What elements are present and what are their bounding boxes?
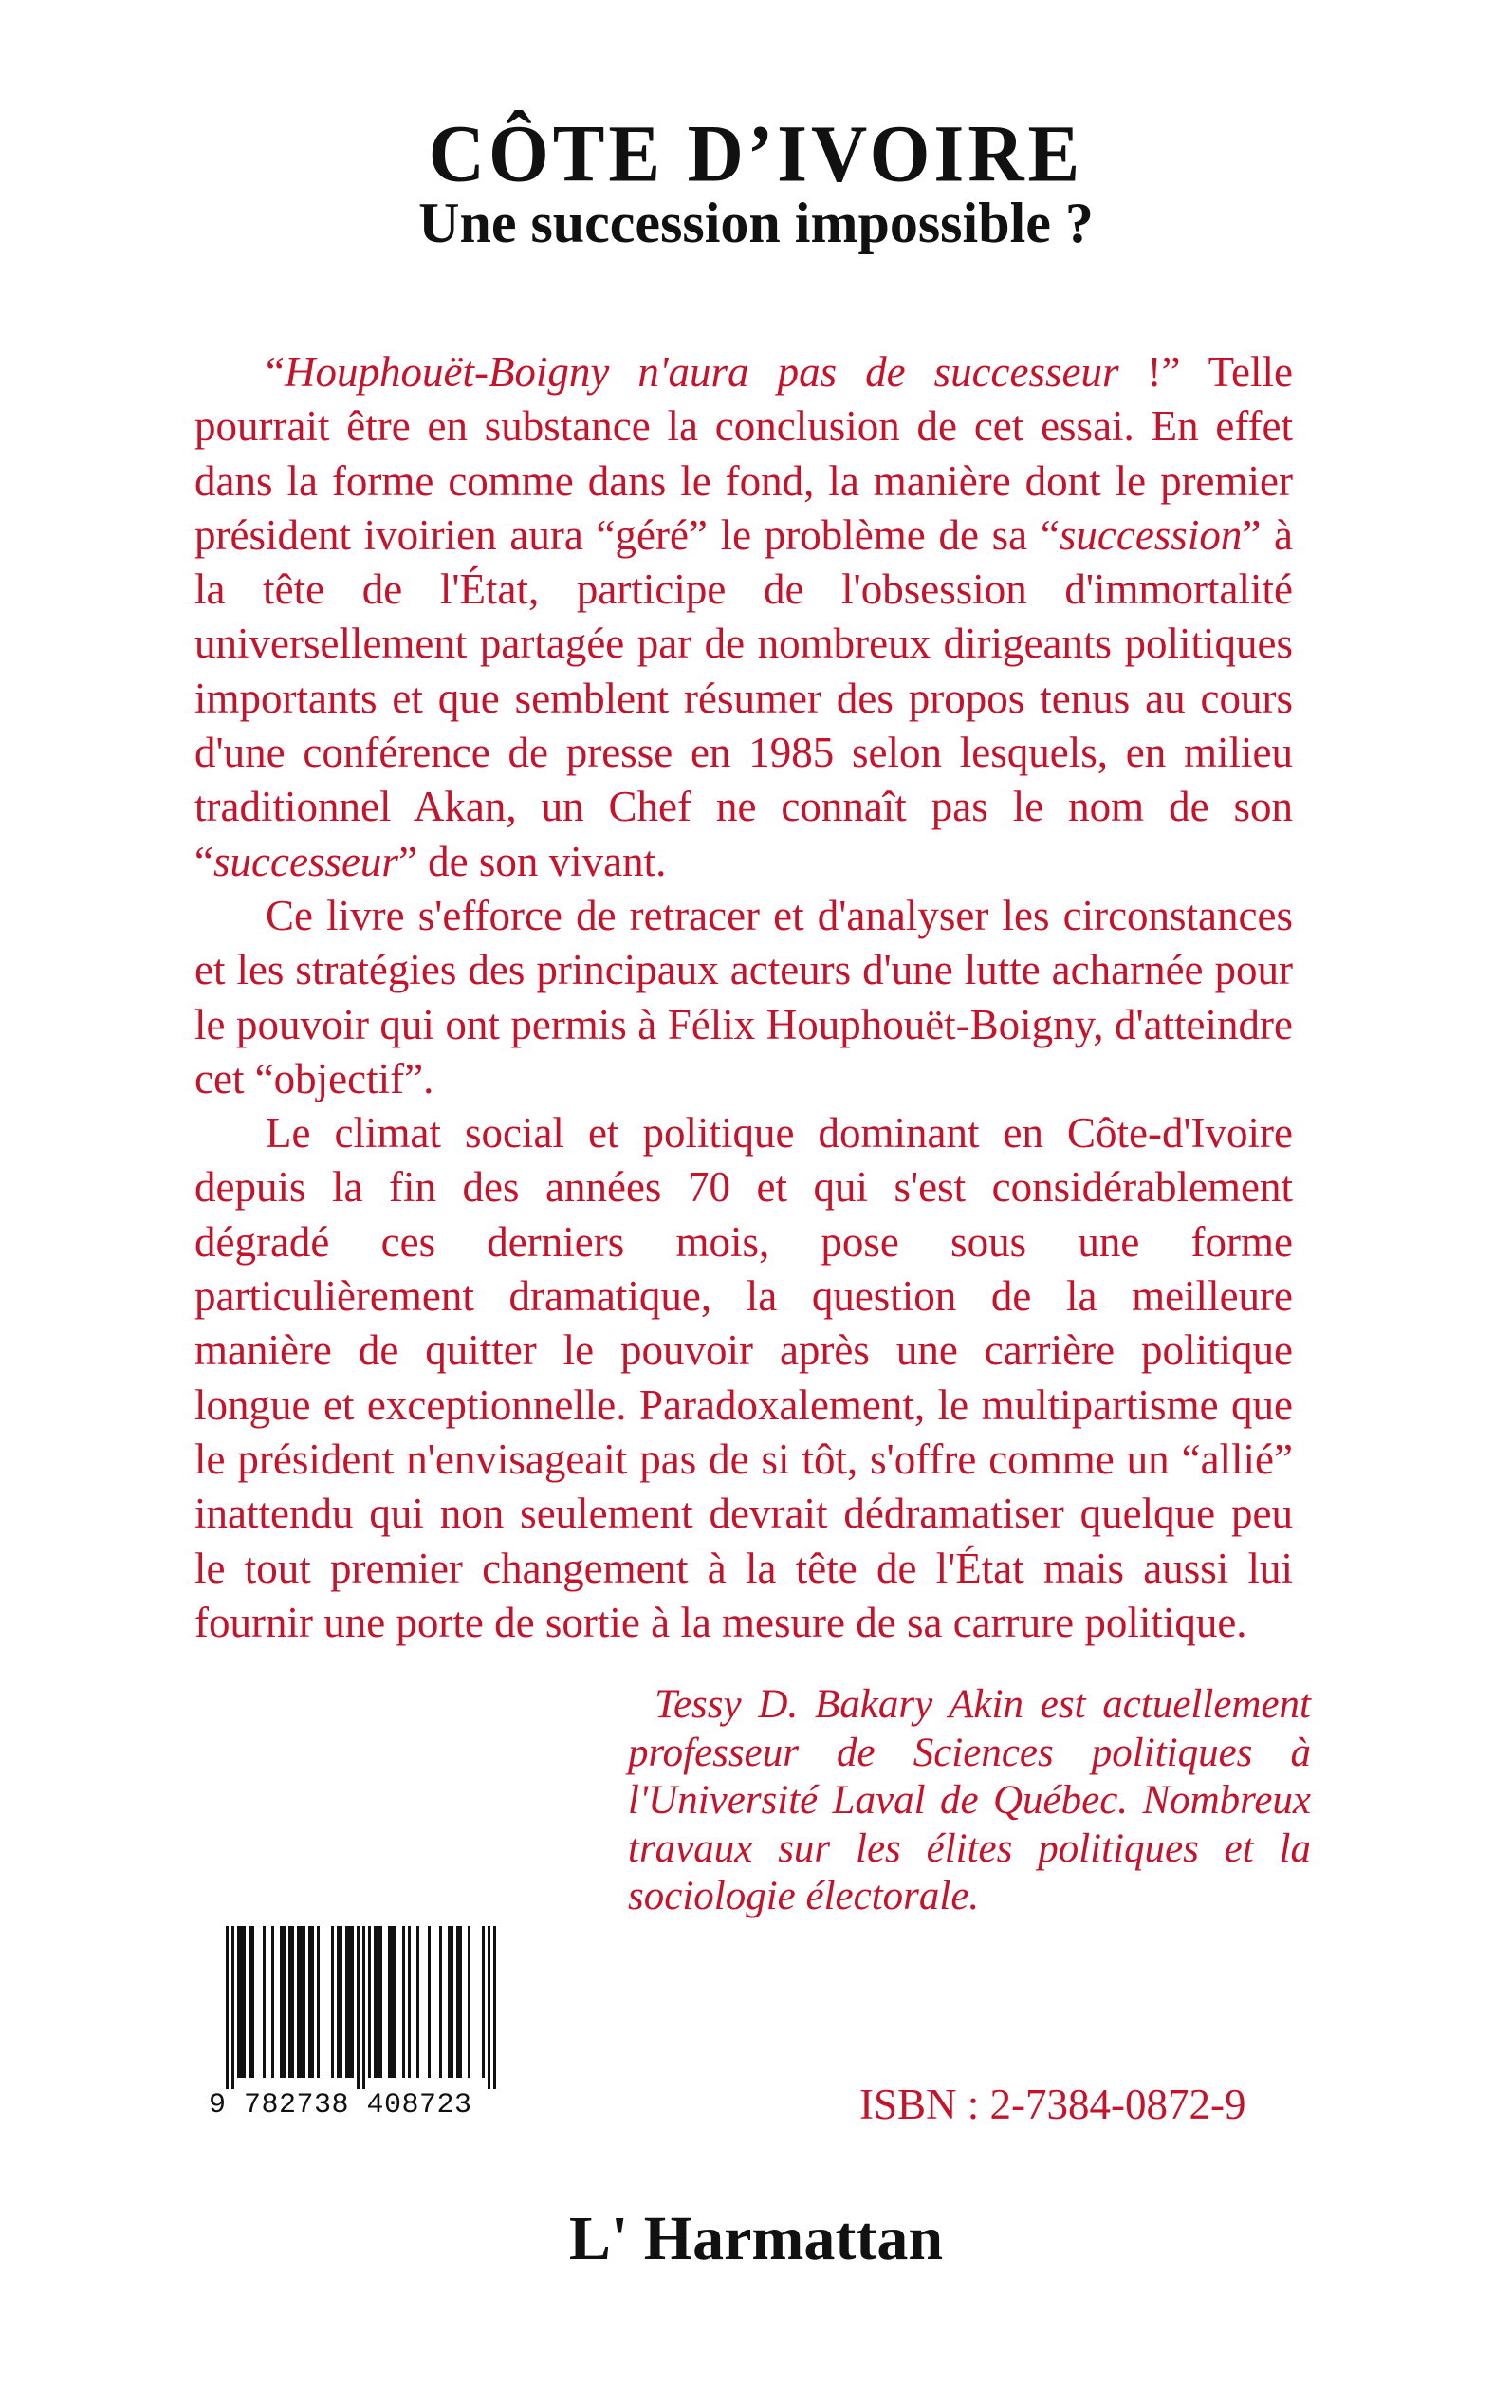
barcode-bar <box>288 1926 291 2078</box>
barcode-digits: 9 782738 408723 <box>209 2089 472 2121</box>
barcode-bar <box>416 1926 419 2078</box>
barcode-bar <box>283 1926 286 2078</box>
barcode-bar <box>351 1926 354 2078</box>
barcode-bar <box>263 1926 266 2078</box>
barcode-bar <box>337 1926 340 2078</box>
barcode-bar <box>391 1926 394 2078</box>
barcode-bar <box>331 1926 334 2078</box>
barcode-bar <box>439 1926 442 2078</box>
barcode-bar <box>388 1926 391 2078</box>
barcode-bar <box>231 1926 234 2089</box>
barcode-bar <box>271 1926 274 2078</box>
barcode-bar <box>448 1926 451 2078</box>
barcode-bar <box>402 1926 405 2078</box>
barcode-bar <box>251 1926 254 2078</box>
barcode-bar <box>488 1926 490 2089</box>
barcode-bar <box>451 1926 453 2078</box>
blurb-paragraph-3: Le climat social et politique dominant en Côte-d'Ivoire depuis la fin des années 70 et qui s'est considérablement dégradé ces derniers mois, pose sous une forme particulièrement dramatique, la question de la meilleure manière de quitter le pouvoir après une carrière politique longue et exceptionnelle. Paradoxalement, le multipartisme que le président n'envisageait pas de si tôt, s'offre comme un “allié” inattendu qui non seulement devrait dédramatiser quelque peu le tout premier changement à la tête de l'État mais aussi lui fournir une porte de sortie à la mesure de sa carrure politique. <box>194 1109 1293 1646</box>
barcode-bar <box>308 1926 311 2078</box>
barcode-bar <box>493 1926 496 2089</box>
barcode-bar <box>317 1926 320 2078</box>
barcode-bar <box>240 1926 243 2078</box>
publisher-name: L' Harmattan <box>568 2204 944 2273</box>
isbn-barcode <box>209 1926 512 2125</box>
barcode-bar <box>368 1926 371 2078</box>
barcode-bar <box>243 1926 246 2078</box>
blurb-paragraph-2: Ce livre s'efforce de retracer et d'analyser les circonstances et les stratégies des principaux acteurs d'une lutte acharnée pour le pouvoir qui ont permis à Félix Houphouët-Boigny, d'atteindre cet “objectif”. <box>194 891 1293 1102</box>
isbn-number: ISBN : 2-7384-0872-9 <box>859 2081 1246 2128</box>
barcode-bar <box>237 1926 240 2078</box>
barcode-bar <box>394 1926 396 2078</box>
barcode-bar <box>300 1926 303 2078</box>
barcode-bar <box>340 1926 342 2078</box>
barcode-bars <box>209 1926 512 2089</box>
barcode-bar <box>482 1926 485 2078</box>
blurb-after-quote: !” Telle pourrait être en substance la conclusion de cet essai. En effet dans la forme comme dans le fond, la manière dont le premier président ivoirien aura “géré” le problème de sa “ <box>194 348 1293 559</box>
barcode-bar <box>345 1926 348 2078</box>
barcode-bar <box>297 1926 300 2078</box>
blurb-text <box>194 345 1293 1650</box>
barcode-bar <box>377 1926 379 2078</box>
barcode-bar <box>226 1926 229 2089</box>
barcode-bar <box>303 1926 305 2078</box>
blurb-succession-italic: succession <box>1059 510 1243 559</box>
barcode-bar <box>468 1926 470 2078</box>
barcode-bar <box>348 1926 351 2078</box>
barcode-bar <box>428 1926 431 2078</box>
barcode-bar <box>379 1926 382 2078</box>
barcode-bar <box>291 1926 294 2078</box>
blurb-middle: ” à la tête de l'État, participe de l'obsession d'immortalité universellement partagée par de nombreux dirigeants politiques importants et que semblent résumer des propos tenus au cours d'une conférence de presse en 1985 selon lesquels, en milieu traditionnel Akan, un Chef ne connaît pas le nom de son “ <box>194 510 1293 885</box>
barcode-bar <box>280 1926 283 2078</box>
author-bio: Tessy D. Bakary Akin est actuellement professeur de Sciences politiques à l'Université Laval de Québec. Nombreux travaux sur les élites politiques et la sociologie électorale. <box>628 1682 1311 1918</box>
blurb-open-quote: “ <box>266 348 285 396</box>
blurb-end: ” de son vivant. <box>397 837 667 885</box>
barcode-bar <box>456 1926 459 2078</box>
barcode-bar <box>459 1926 462 2078</box>
book-title: CÔTE D’IVOIRE <box>428 107 1084 199</box>
barcode-bar <box>357 1926 360 2089</box>
barcode-bar <box>249 1926 251 2078</box>
blurb-paragraph-1 <box>194 345 1293 889</box>
blurb-successeur-italic: successeur <box>212 837 398 885</box>
book-subtitle: Une succession impossible ? <box>418 192 1094 254</box>
barcode-bar <box>408 1926 411 2078</box>
barcode-bar <box>362 1926 365 2089</box>
blurb-quote-italic: Houphouët-Boigny n'aura pas de successeur <box>284 348 1119 396</box>
barcode-bar <box>311 1926 314 2078</box>
barcode-bar <box>374 1926 377 2078</box>
